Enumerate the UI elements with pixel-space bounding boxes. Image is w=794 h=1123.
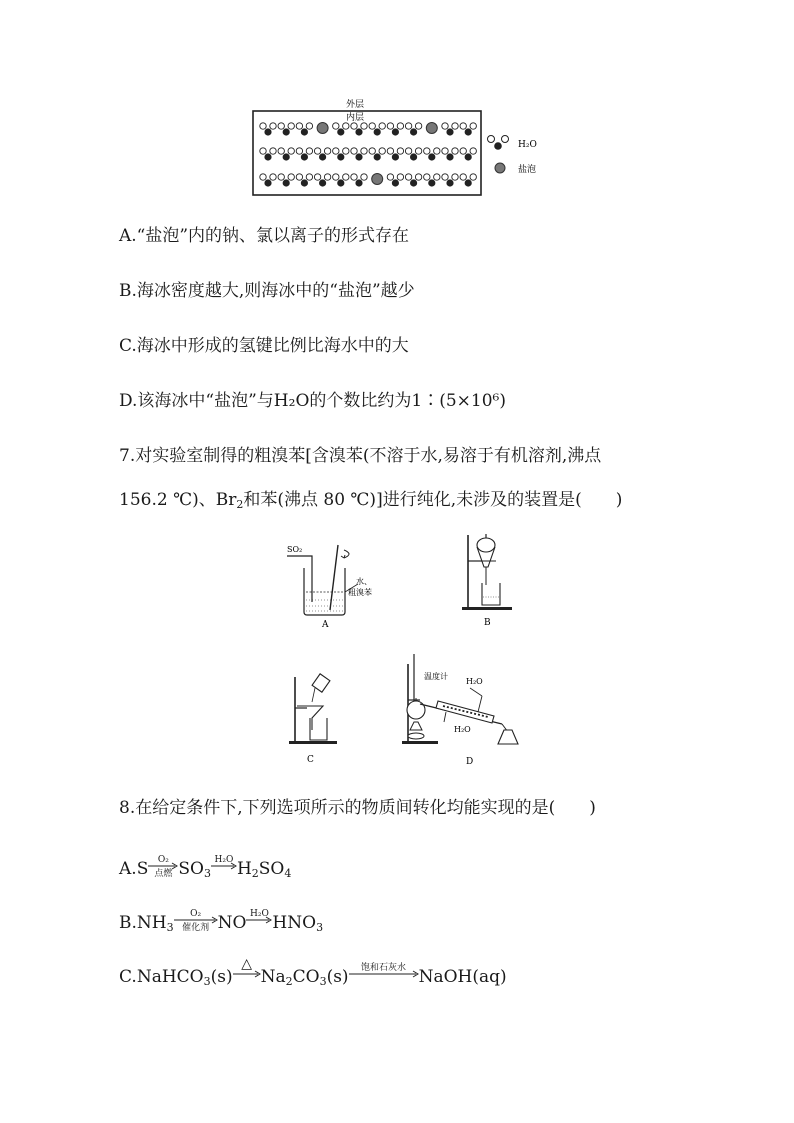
q8-a-prefix: A. xyxy=(119,859,137,879)
q8-b-product-sub: 3 xyxy=(316,921,324,934)
q8-a-cond2-above: H₂O xyxy=(214,855,234,865)
q8-c-mid-sub1: 2 xyxy=(285,975,293,988)
q8-option-a xyxy=(119,857,291,886)
q7-stem-sub: 2 xyxy=(236,498,244,511)
q8-a-product-sub1: 2 xyxy=(251,867,259,880)
water-molecule xyxy=(442,123,458,136)
q8-a-cond1-below: 点燃 xyxy=(154,869,173,879)
q8-b-cond1-below: 催化剂 xyxy=(182,923,210,933)
q8-a-product-sub2: 4 xyxy=(284,867,292,880)
q8-b-arrow1 xyxy=(174,909,218,933)
water-molecule xyxy=(260,123,276,136)
q8-c-mid-sub2: 3 xyxy=(319,975,327,988)
water-molecule xyxy=(460,123,476,136)
water-molecule xyxy=(333,148,349,161)
water-molecule xyxy=(369,148,385,161)
q6-option-d: D.该海冰中“盐泡”与H₂O的个数比约为1∶(5×10⁶) xyxy=(119,391,506,411)
q8-b-prefix: B. xyxy=(119,913,137,933)
water-molecule xyxy=(278,123,294,136)
q8-a-arrow2 xyxy=(211,855,237,874)
apparatus-c-label: C xyxy=(307,755,314,765)
q8-b-reactant: NH xyxy=(136,913,167,933)
salt-bubble xyxy=(372,174,383,185)
q8-c-mid: Na xyxy=(260,967,286,987)
apparatus-d-water-out: H₂O xyxy=(466,677,483,686)
q7-stem-line2 xyxy=(119,488,622,517)
water-molecule xyxy=(405,174,421,187)
q8-b-cond1-above: O₂ xyxy=(190,909,202,919)
q7-stem-part2: 和苯(沸点 80 ℃)]进行纯化,未涉及的装置是( ) xyxy=(243,490,623,510)
q7-stem-line1: 7.对实验室制得的粗溴苯[含溴苯(不溶于水,易溶于有机溶剂,沸点 xyxy=(119,446,602,466)
q8-a-reactant: S xyxy=(136,859,149,879)
water-molecule xyxy=(424,174,440,187)
water-molecule xyxy=(351,174,367,187)
water-molecule xyxy=(296,148,312,161)
q8-a-product: H xyxy=(236,859,252,879)
q8-b-mid: NO xyxy=(217,913,247,933)
water-molecule xyxy=(278,148,294,161)
q8-option-b xyxy=(119,911,323,940)
salt-bubble xyxy=(317,123,328,134)
q8-b-reactant-sub: 3 xyxy=(166,921,174,934)
water-molecule xyxy=(387,148,403,161)
water-molecule xyxy=(314,148,330,161)
water-molecule xyxy=(296,174,312,187)
legend-salt xyxy=(495,163,536,175)
q6-option-c: C.海冰中形成的氢键比例比海水中的大 xyxy=(119,336,409,356)
apparatus-d-label: D xyxy=(466,757,474,767)
water-molecule xyxy=(333,123,349,136)
apparatus-a xyxy=(282,540,397,630)
q8-b-arrow2 xyxy=(246,909,272,928)
water-molecule xyxy=(387,123,403,136)
inner-layer-label: 内层 xyxy=(346,113,365,123)
apparatus-a-note1: 水、 xyxy=(356,577,372,586)
apparatus-a-gas: SO₂ xyxy=(287,545,303,554)
water-molecule xyxy=(296,123,312,136)
q8-c-cond1-above: △ xyxy=(241,956,252,972)
q8-a-cond1-above: O₂ xyxy=(157,855,169,865)
q8-stem: 8.在给定条件下,下列选项所示的物质间转化均能实现的是( ) xyxy=(119,798,596,818)
apparatus-a-label: A xyxy=(322,620,329,630)
q8-c-arrow2 xyxy=(349,963,419,982)
q8-c-mid2: CO xyxy=(292,967,320,987)
apparatus-b-label: B xyxy=(484,618,491,628)
water-molecule xyxy=(424,148,440,161)
q8-c-reactant-state: (s) xyxy=(210,967,233,987)
water-molecule xyxy=(369,123,385,136)
q8-a-product2: SO xyxy=(258,859,285,879)
apparatus-d-water-in: H₂O xyxy=(454,725,471,734)
water-molecule xyxy=(405,148,421,161)
q8-c-arrow1 xyxy=(233,956,261,982)
legend-h2o xyxy=(488,136,537,151)
water-molecule xyxy=(260,174,276,187)
outer-layer-label: 外层 xyxy=(346,100,365,110)
water-molecule-grid xyxy=(260,123,477,187)
water-molecule xyxy=(387,174,403,187)
water-molecule xyxy=(442,174,458,187)
water-molecule xyxy=(460,174,476,187)
q8-a-mid: SO xyxy=(178,859,204,879)
q7-stem-part1: 156.2 ℃)、Br xyxy=(119,490,237,510)
water-molecule xyxy=(314,174,330,187)
q6-option-a: A.“盐泡”内的钠、氯以离子的形式存在 xyxy=(119,226,410,246)
q8-c-reactant-sub: 3 xyxy=(203,975,211,988)
water-molecule xyxy=(460,148,476,161)
water-molecule xyxy=(405,123,421,136)
apparatus-d-thermometer: 温度计 xyxy=(424,672,448,681)
q8-b-cond2-above: H₂O xyxy=(250,909,269,919)
q8-c-mid-state: (s) xyxy=(326,967,349,987)
q8-c-cond2-above: 饱和石灰水 xyxy=(361,963,407,973)
legend-h2o-label: H₂O xyxy=(518,140,537,150)
water-molecule xyxy=(351,123,367,136)
q8-c-reactant: NaHCO xyxy=(136,967,204,987)
water-molecule xyxy=(351,148,367,161)
salt-bubble xyxy=(426,123,437,134)
apparatus-c xyxy=(285,672,345,767)
q8-option-c xyxy=(119,956,507,994)
ice-structure-figure xyxy=(250,95,550,200)
water-molecule xyxy=(333,174,349,187)
q8-b-product: HNO xyxy=(272,913,317,933)
apparatus-a-note2: 粗溴苯 xyxy=(348,588,372,597)
q8-a-mid-sub: 3 xyxy=(203,867,211,880)
water-molecule xyxy=(442,148,458,161)
legend-salt-label: 盐泡 xyxy=(518,165,537,175)
water-molecule xyxy=(278,174,294,187)
apparatus-d xyxy=(398,652,536,768)
water-molecule xyxy=(260,148,276,161)
q8-c-prefix: C. xyxy=(119,967,137,987)
apparatus-b xyxy=(460,533,520,631)
q8-c-product: NaOH(aq) xyxy=(418,967,507,987)
q6-option-b: B.海冰密度越大,则海冰中的“盐泡”越少 xyxy=(119,281,415,301)
q8-a-arrow1 xyxy=(148,855,178,879)
